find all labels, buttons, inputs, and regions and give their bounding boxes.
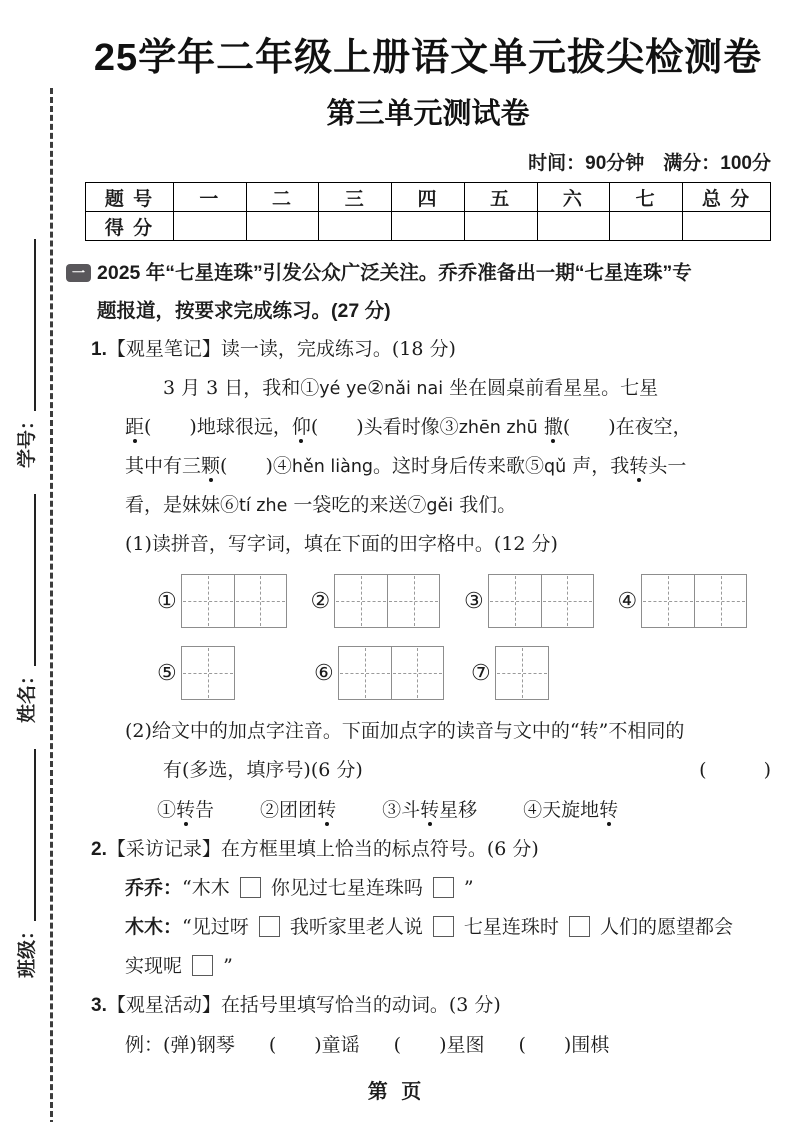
score-table-score-row	[86, 212, 771, 241]
writing-grid-group	[311, 574, 465, 628]
dotted-character: 颗	[201, 455, 221, 477]
punctuation-box	[259, 916, 280, 937]
tianzige-cell	[387, 575, 439, 627]
option-4: ④天旋地转	[523, 799, 619, 821]
tianzige-grid	[181, 574, 287, 628]
score-cell	[537, 212, 610, 241]
col-seven: 七	[610, 183, 683, 212]
tianzige-cell	[496, 647, 548, 699]
verb-blank-3: ( )围棋	[518, 1034, 610, 1056]
dotted-character: 距	[125, 416, 145, 438]
class-label: 班级：	[17, 920, 38, 978]
grid-number-label: ④	[617, 588, 638, 614]
tianzige-cell	[391, 647, 443, 699]
punctuation-box	[192, 955, 213, 976]
tianzige-cell	[489, 575, 541, 627]
dialog-qiaoqiao-line: 乔乔：“木木 你见过七星连珠吗 ”	[125, 877, 474, 899]
pinyin-text: tí zhe	[239, 496, 288, 516]
grid-number-label: ⑤	[157, 660, 177, 686]
score-cell	[174, 212, 247, 241]
student-info-margin	[12, 168, 39, 978]
sub-question-2-heading-line1: (2)给文中的加点字注音。下面加点字的读音与文中的“转”不相同的	[125, 720, 685, 742]
pinyin-text: gěi	[426, 496, 454, 516]
grid-number-label: ②	[310, 588, 331, 614]
dotted-character: 转	[629, 455, 649, 477]
writing-grid-group	[314, 646, 471, 700]
page-number-footer: 第 页	[367, 1081, 426, 1103]
zhuan-options-row	[157, 790, 771, 830]
tianzige-cell	[234, 575, 286, 627]
speaker-mumu: 木木：	[125, 917, 183, 938]
score-table-header-row	[86, 183, 771, 212]
dotted-character: 仰	[291, 416, 311, 438]
punctuation-box	[569, 916, 590, 937]
score-label: 得 分	[86, 212, 174, 241]
paper-content	[71, 26, 771, 1065]
grid-number-label: ③	[464, 588, 484, 614]
col-two: 二	[246, 183, 319, 212]
passage-line: 距( )地球很远，仰( )头看时像③zhēn zhū 撒( )在夜空，	[125, 416, 692, 438]
col-five: 五	[464, 183, 537, 212]
pinyin-text: hěn liàng	[291, 457, 374, 477]
punctuation-box	[240, 877, 261, 898]
section-one-intro	[71, 254, 771, 330]
passage-line: 3 月 3 日，我和①yé ye②nǎi nai 坐在圆桌前看星星。七星	[163, 377, 659, 399]
dotted-character: 转	[420, 799, 440, 821]
col-six: 六	[537, 183, 610, 212]
time-score-info: 时间：90分钟 满分：100分	[528, 153, 771, 174]
tianzige-grid	[641, 574, 747, 628]
verb-blank-1: ( )童谣	[268, 1034, 360, 1056]
question-number-label: 题 号	[86, 183, 174, 212]
verb-example: 例：(弹)钢琴	[125, 1034, 235, 1056]
tianzige-cell	[182, 575, 234, 627]
dotted-character: 撒	[543, 416, 563, 438]
writing-grid-group	[157, 574, 311, 628]
sub-question-2-instruction: 有(多选，填序号)(6 分)	[163, 759, 363, 781]
writing-grid-row-2	[157, 646, 771, 700]
punctuation-box	[433, 877, 454, 898]
answer-blank-parens: ( )	[699, 759, 771, 781]
grid-number-label: ①	[157, 588, 177, 614]
passage-line: 其中有三颗( )④hěn liàng。这时身后传来歌⑤qǔ 声，我转头一	[125, 455, 687, 477]
tianzige-cell	[541, 575, 593, 627]
pinyin-text: nǎi nai	[384, 379, 444, 399]
class-field	[12, 749, 39, 978]
dialog-mumu-line1: 木木：“见过呀 我听家里老人说 七星连珠时 人们的愿望都会	[125, 916, 734, 938]
question-1-heading: 1.【观星笔记】读一读，完成练习。(18 分)	[91, 338, 456, 360]
intro-line-2: 题报道，按要求完成练习。(27 分)	[97, 300, 391, 322]
pinyin-text: qǔ	[544, 457, 567, 477]
name-field	[12, 494, 39, 723]
col-total: 总 分	[683, 183, 771, 212]
score-table	[85, 182, 771, 241]
student-id-blank-line	[34, 239, 36, 411]
dotted-character: 转	[317, 799, 337, 821]
tianzige-cell	[339, 647, 391, 699]
option-1: ①转告	[157, 799, 215, 821]
grid-number-label: ⑥	[314, 660, 334, 686]
tianzige-cell	[335, 575, 387, 627]
intro-line-1: 2025 年“七星连珠”引发公众广泛关注。乔乔准备出一期“七星连珠”专	[97, 262, 692, 284]
passage-line: 看，是妹妹⑥tí zhe 一袋吃的来送⑦gěi 我们。	[125, 494, 517, 516]
tianzige-cell	[694, 575, 746, 627]
score-cell	[683, 212, 771, 241]
score-cell	[246, 212, 319, 241]
dotted-character: 转	[599, 799, 619, 821]
writing-grid-row-1	[157, 574, 771, 628]
pinyin-text: zhēn zhū	[458, 418, 538, 438]
col-three: 三	[319, 183, 392, 212]
tianzige-cell	[642, 575, 694, 627]
col-one: 一	[174, 183, 247, 212]
student-id-label: 学号：	[17, 410, 38, 468]
score-cell	[464, 212, 537, 241]
verb-blank-2: ( )星图	[393, 1034, 485, 1056]
tianzige-grid	[488, 574, 594, 628]
question-2-number: 2.	[91, 839, 107, 860]
question-3-heading: 3.【观星活动】在括号里填写恰当的动词。(3 分)	[91, 994, 501, 1016]
cut-dashed-line	[50, 88, 53, 1122]
question-1-number: 1.	[91, 339, 107, 360]
punctuation-box	[433, 916, 454, 937]
question-2-heading: 2.【采访记录】在方框里填上恰当的标点符号。(6 分)	[91, 838, 539, 860]
writing-grid-group	[157, 646, 314, 700]
unit-subtitle: 第三单元测试卷	[326, 98, 530, 130]
tianzige-grid	[495, 646, 549, 700]
dialog-mumu-line2: 实现呢 ”	[125, 955, 233, 977]
question-3-number: 3.	[91, 995, 107, 1016]
pinyin-text: yé ye	[319, 379, 368, 399]
name-label: 姓名：	[17, 665, 38, 723]
sub-question-2-heading-line2	[125, 751, 771, 790]
writing-grid-group	[471, 646, 628, 700]
score-cell	[610, 212, 683, 241]
option-2: ②团团转	[260, 799, 337, 821]
dotted-character: 转	[176, 799, 196, 821]
speaker-qiaoqiao: 乔乔：	[125, 878, 183, 899]
section-one-badge: 一	[66, 264, 91, 282]
paper-title: 25学年二年级上册语文单元拔尖检测卷	[93, 37, 763, 79]
writing-grid-group	[464, 574, 618, 628]
tianzige-grid	[338, 646, 444, 700]
grid-number-label: ⑦	[471, 660, 491, 686]
tianzige-grid	[334, 574, 440, 628]
tianzige-cell	[182, 647, 234, 699]
tianzige-grid	[181, 646, 235, 700]
class-blank-line	[34, 749, 36, 921]
score-cell	[319, 212, 392, 241]
star-watching-passage	[125, 369, 771, 525]
score-cell	[392, 212, 465, 241]
option-3: ③斗转星移	[382, 799, 478, 821]
verb-example-row	[125, 1025, 771, 1065]
name-blank-line	[34, 494, 36, 666]
sub-question-1-heading: (1)读拼音，写字词，填在下面的田字格中。(12 分)	[125, 533, 558, 555]
col-four: 四	[392, 183, 465, 212]
student-id-field	[12, 239, 39, 468]
writing-grid-group	[618, 574, 772, 628]
